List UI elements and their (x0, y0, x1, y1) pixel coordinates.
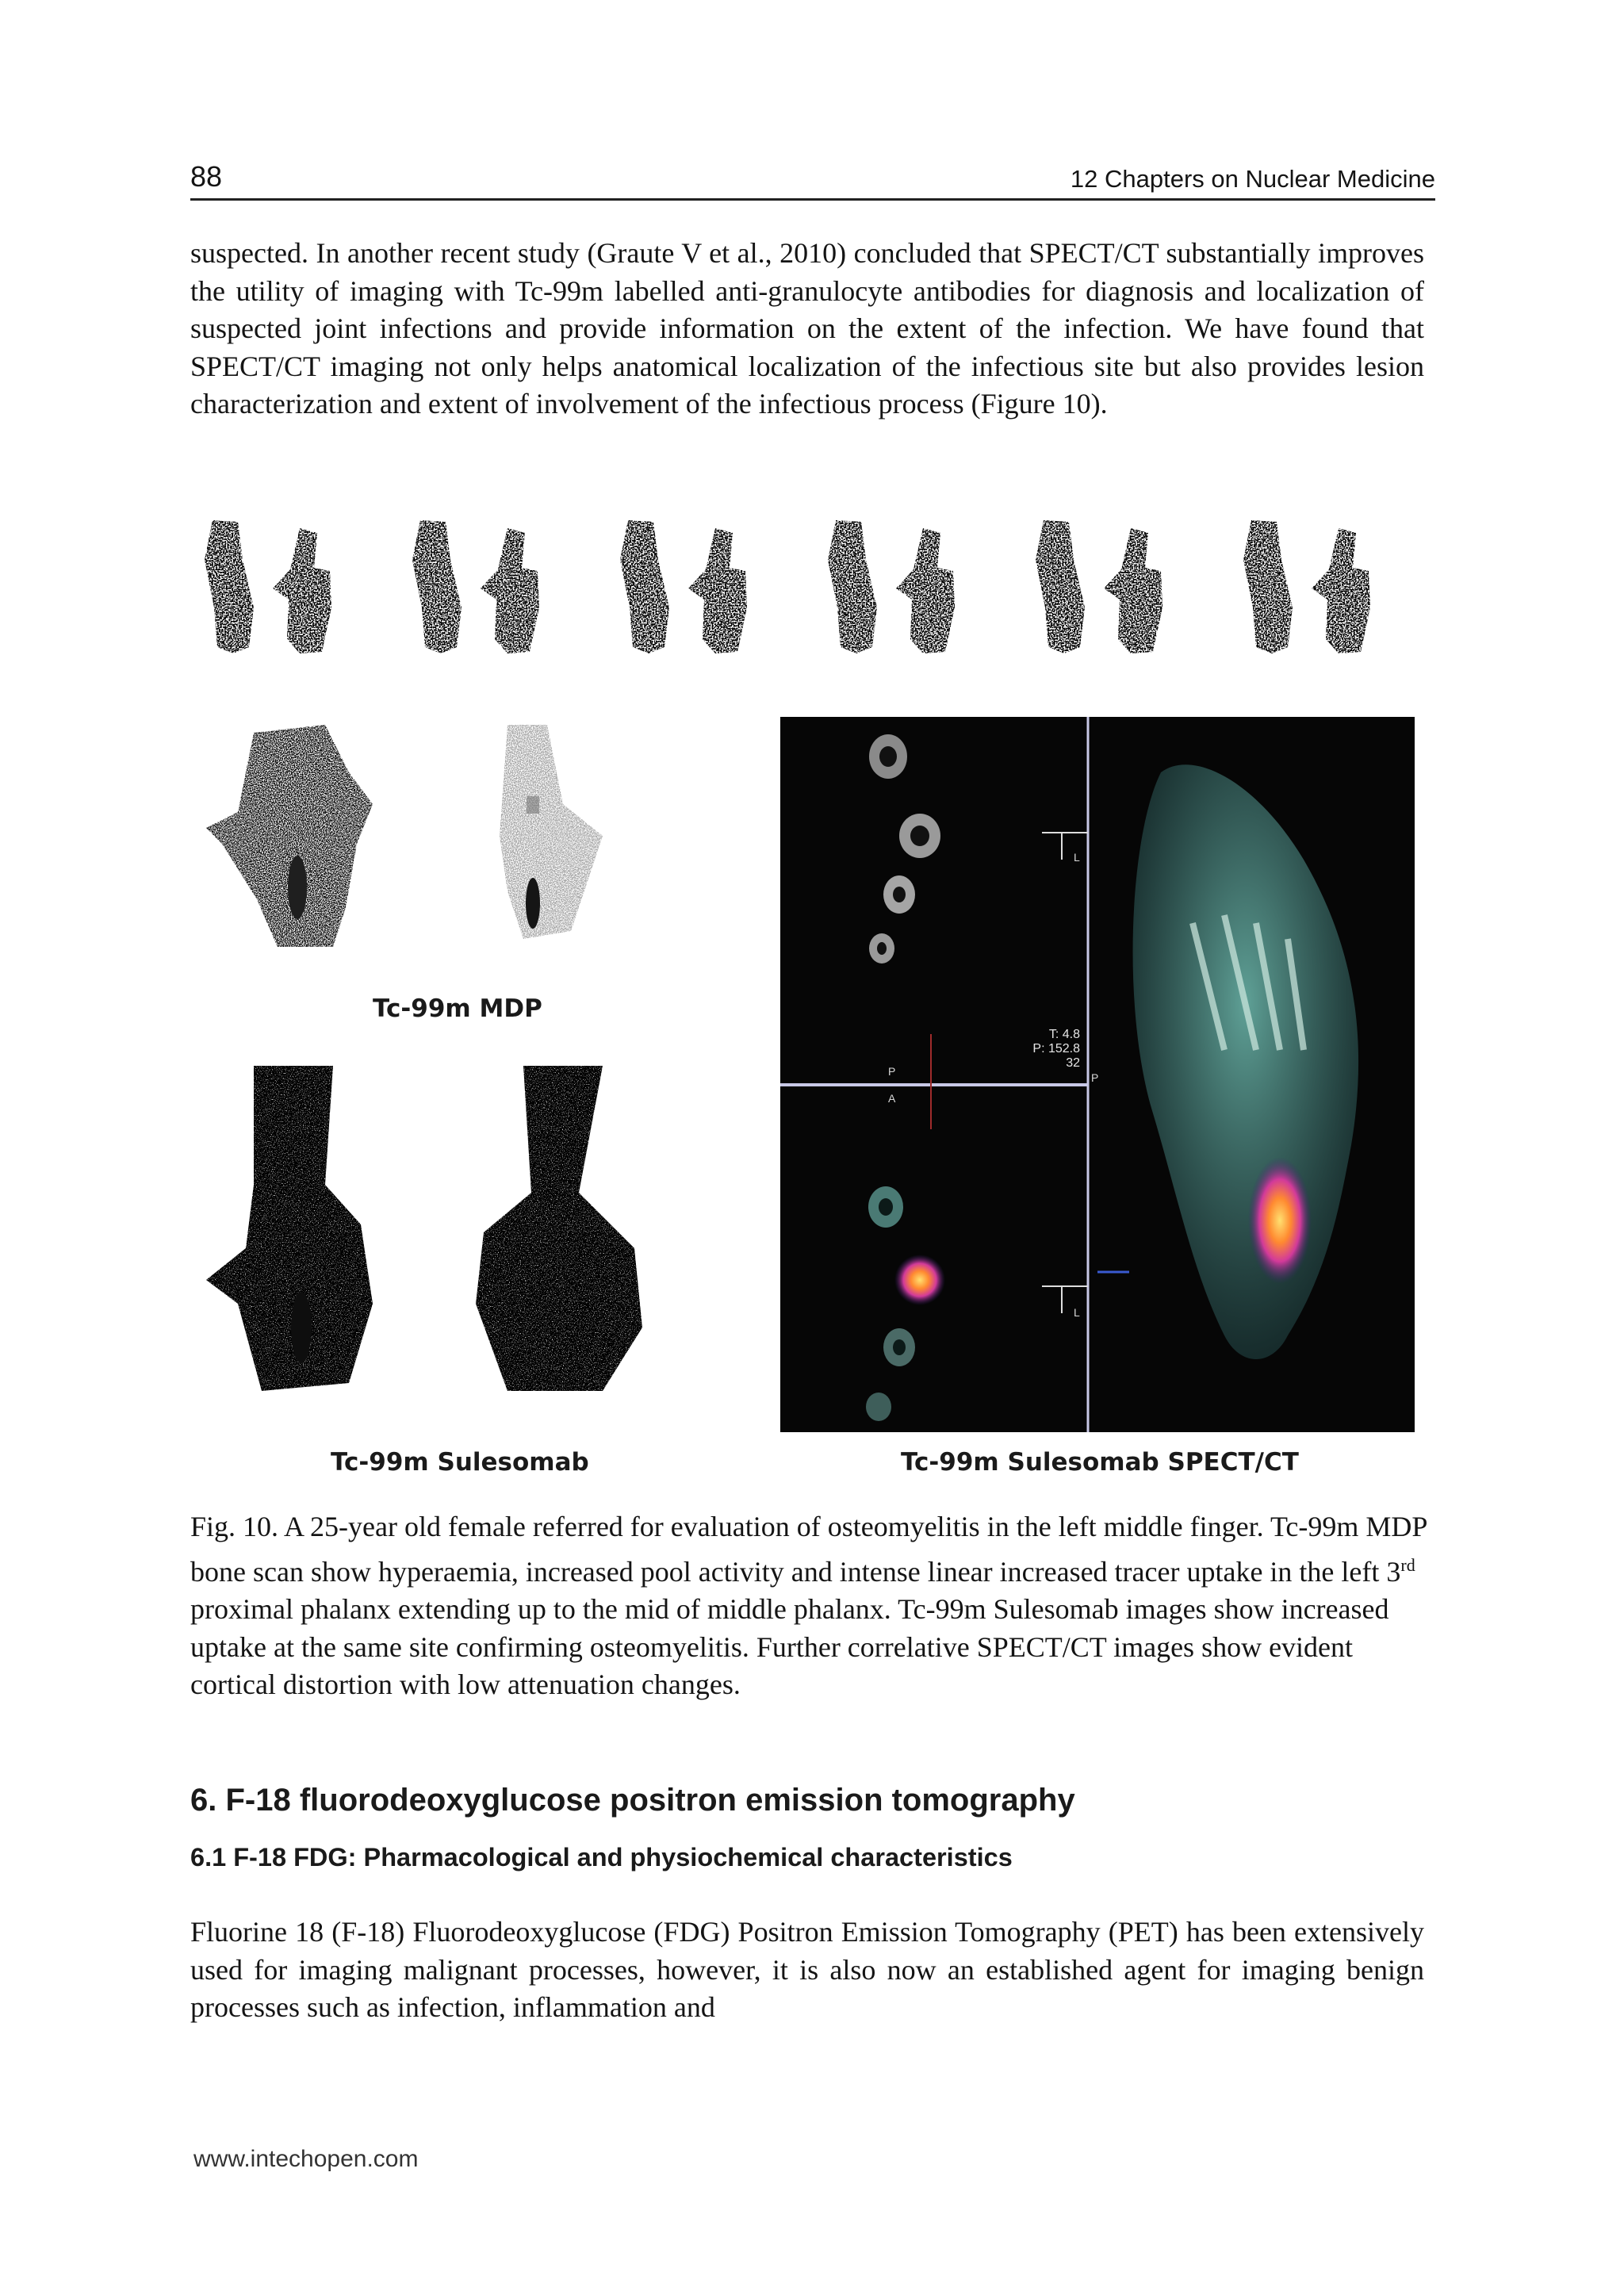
spect-ct-panel-label: Tc-99m Sulesomab SPECT/CT (901, 1448, 1299, 1477)
mdp-bone-scan-images (190, 717, 682, 955)
page-number: 88 (190, 160, 223, 193)
subsection-heading: 6.1 F-18 FDG: Pharmacological and physiochemical characteristics (190, 1843, 1013, 1871)
intro-paragraph: suspected. In another recent study (Graute V et al., 2010) concluded that SPECT/CT substantially improves the utility of imaging with Tc-99m labelled anti-granulocyte antibodies for diagnosis and localization of suspected joint infections and provide information on the extent of the infection. We have found that SPECT/CT imaging not only helps anatomical localization of the infectious site but also provides lesion characterization and extent of involvement of the infectious process (Figure 10). (190, 237, 1424, 420)
spect-marker-l-bottom: L (1074, 1306, 1080, 1319)
planar-images (190, 717, 761, 1494)
figure-10 (190, 504, 1427, 1496)
sulesomab-images (190, 1066, 682, 1407)
footer-url: www.intechopen.com (193, 2146, 419, 2172)
spect-marker-p-right: P (1091, 1071, 1099, 1084)
caption-part1: Fig. 10. A 25-year old female referred for evaluation of osteomyelitis in the left middle finger. Tc-99m MDP bone scan show hyperaemia, increased pool activity and intense linear increased tracer uptake in the left 3 (190, 1511, 1427, 1588)
sulesomab-panel-label: Tc-99m Sulesomab (331, 1448, 589, 1477)
dynamic-scan-strip (190, 504, 1427, 687)
spect-marker-p: P (888, 1065, 896, 1078)
section-heading: 6. F-18 fluorodeoxyglucose positron emission tomography (190, 1783, 1075, 1818)
figure-caption (190, 1508, 1427, 1704)
spect-marker-a: A (888, 1092, 896, 1105)
fdg-paragraph: Fluorine 18 (F-18) Fluorodeoxyglucose (FDG) Positron Emission Tomography (PET) has been extensively used for imaging malignant processes, however, it is also now an established agent for imaging benign processes such as infection, inflammation and (190, 1916, 1424, 2023)
caption-part2: proximal phalanx extending up to the mid of middle phalanx. Tc-99m Sulesomab images show increased uptake at the same site confirming osteomyelitis. Further correlative SPECT/CT images show evident cortical distortion with low attenuation changes. (190, 1593, 1389, 1700)
readout-t: T: 4.8 (1048, 1028, 1080, 1041)
spect-readout (1004, 1028, 1083, 1075)
spect-ct-image (780, 717, 1415, 1432)
readout-n: 32 (1066, 1056, 1080, 1070)
mdp-panel-label: Tc-99m MDP (373, 994, 542, 1023)
readout-p: P: 152.8 (1032, 1042, 1080, 1055)
caption-superscript: rd (1400, 1554, 1415, 1575)
running-title: 12 Chapters on Nuclear Medicine (1070, 165, 1435, 193)
page-header (190, 159, 1435, 201)
spect-marker-l-top: L (1074, 851, 1080, 864)
